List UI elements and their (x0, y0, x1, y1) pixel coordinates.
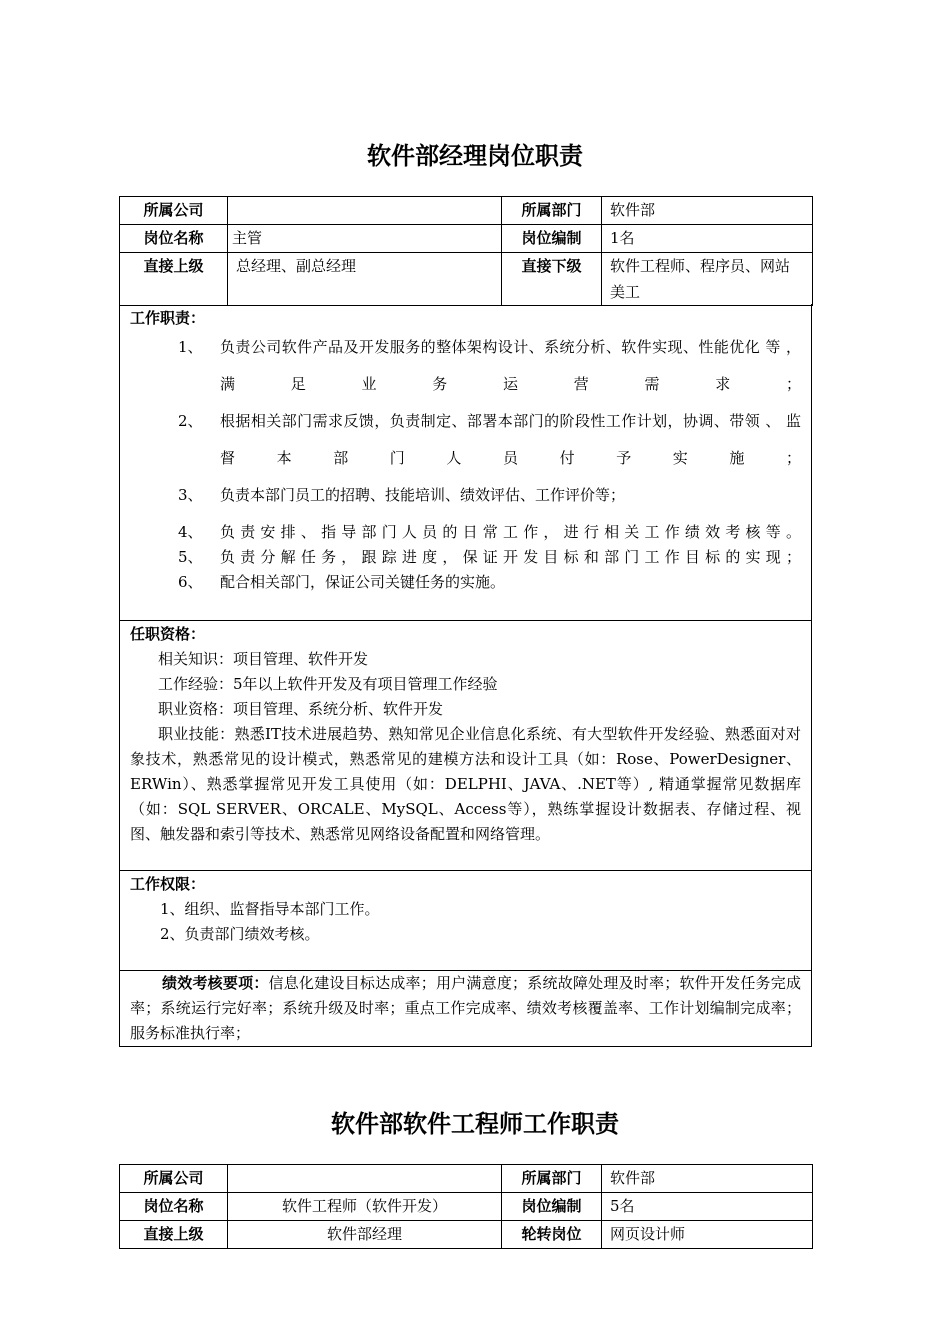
value-headcount: 5名 (602, 1193, 813, 1221)
table-row (120, 253, 813, 306)
kpi-paragraph (120, 971, 811, 1046)
value-headcount: 1名 (602, 225, 813, 253)
value-department: 软件部 (602, 197, 813, 225)
qual-experience: 工作经验：5年以上软件开发及有项目管理工作经验 (158, 675, 498, 693)
duty-text: 负责本部门员工的招聘、技能培训、绩效评估、工作评价等； (220, 486, 626, 504)
doc2-info-table (119, 1164, 813, 1249)
authority-heading: 工作权限： (130, 875, 206, 893)
duty-text: 负责分解任务，跟踪进度，保证开发目标和部门工作目标的实现； (220, 548, 801, 566)
duty-number: 1、 (178, 338, 203, 356)
value-company (228, 1165, 502, 1193)
label-company: 所属公司 (120, 197, 228, 225)
doc1-title: 软件部经理岗位职责 (367, 142, 583, 170)
label-headcount: 岗位编制 (502, 1193, 602, 1221)
duty-number: 5、 (178, 548, 203, 566)
value-superior: 软件部经理 (228, 1221, 502, 1249)
duty-item (120, 570, 811, 595)
authority-item: 1、组织、监督指导本部门工作。 (160, 900, 380, 918)
qualifications-heading: 任职资格： (130, 625, 206, 643)
authority-item: 2、负责部门绩效考核。 (160, 925, 320, 943)
duty-number: 6、 (178, 573, 203, 591)
qual-certification: 职业资格：项目管理、系统分析、软件开发 (158, 700, 444, 718)
value-department: 软件部 (602, 1165, 813, 1193)
label-rotation: 轮转岗位 (502, 1221, 602, 1249)
duty-text: 配合相关部门，保证公司关键任务的实施。 (220, 573, 506, 591)
label-department: 所属部门 (502, 1165, 602, 1193)
value-position: 软件工程师（软件开发） (228, 1193, 502, 1221)
duty-text: 负责公司软件产品及开发服务的整体架构设计、系统分析、软件实现、性能优化 等 ， 满 足 业 务 运 营 需 求 ； (220, 338, 801, 393)
kpi-section (119, 970, 812, 1047)
duty-number: 3、 (178, 486, 203, 504)
table-row (120, 225, 813, 253)
duty-item (120, 477, 811, 514)
value-position: 主管 (228, 225, 502, 253)
kpi-label: 绩效考核要项： (162, 974, 269, 992)
doc2-title: 软件部软件工程师工作职责 (331, 1110, 619, 1138)
label-position: 岗位名称 (120, 1193, 228, 1221)
value-company (228, 197, 502, 225)
table-row (120, 1165, 813, 1193)
kpi-text: 信息化建设目标达成率；用户满意度；系统故障处理及时率；软件开发任务完成率；系统运行完好率；系统升级及时率；重点工作完成率、绩效考核覆盖率、工作计划编制完成率；服务标准执行率； (130, 974, 801, 1042)
label-superior: 直接上级 (120, 1221, 228, 1249)
duty-number: 2、 (178, 412, 203, 430)
duty-number: 4、 (178, 523, 203, 541)
doc1-info-table (119, 196, 813, 306)
duty-text: 负责安排、指导部门人员的日常工作，进行相关工作绩效考核等。 (220, 523, 801, 541)
authority-section (119, 870, 812, 971)
qual-skills: 职业技能：熟悉IT技术进展趋势、熟知常见企业信息化系统、有大型软件开发经验、熟悉面对对象技术，熟悉常见的设计模式，熟悉常见的建模方法和设计工具（如：Rose、PowerDesigner、ERWin）、熟悉掌握常见开发工具使用（如：DELPHI、JAVA、.NET等）, 精通掌握常见数据库（如：SQL SERVER、ORCALE、MySQL、Access等），熟练掌握设计数据表、存储过程、视图、触发器和索引等技术、熟悉常见网络设备配置和网络管理。 (130, 725, 801, 843)
label-subordinate: 直接下级 (502, 253, 602, 306)
duty-item (120, 403, 811, 477)
table-row (120, 1221, 813, 1249)
value-subordinate: 软件工程师、程序员、网站美工 (602, 253, 813, 306)
label-headcount: 岗位编制 (502, 225, 602, 253)
duty-item (120, 545, 811, 570)
qualifications-section (119, 620, 812, 871)
value-superior: 总经理、副总经理 (228, 253, 502, 306)
qual-knowledge: 相关知识：项目管理、软件开发 (158, 650, 369, 668)
duties-section (119, 304, 812, 621)
label-company: 所属公司 (120, 1165, 228, 1193)
label-position: 岗位名称 (120, 225, 228, 253)
value-rotation: 网页设计师 (602, 1221, 813, 1249)
label-department: 所属部门 (502, 197, 602, 225)
table-row (120, 197, 813, 225)
duty-item (120, 329, 811, 403)
table-row (120, 1193, 813, 1221)
duty-item (120, 520, 811, 545)
duties-heading: 工作职责： (130, 309, 206, 327)
duty-text: 根据相关部门需求反馈，负责制定、部署本部门的阶段性工作计划，协调、带领 、 监 督 本 部 门 人 员 付 予 实 施 ； (220, 412, 801, 467)
label-superior: 直接上级 (120, 253, 228, 306)
